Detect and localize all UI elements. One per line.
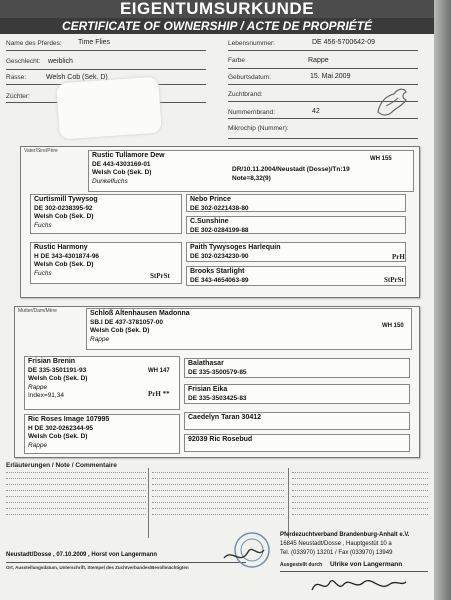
divider bbox=[228, 68, 418, 69]
dss-name: Balathasar bbox=[188, 360, 224, 367]
horse-sex: weiblich bbox=[48, 58, 73, 65]
horse-dob: 15. Mai 2009 bbox=[310, 73, 351, 80]
dam-name: Schloß Altenhausen Madonna bbox=[90, 310, 190, 317]
org-name: Pferdezuchtverband Brandenburg-Anhalt e.V. bbox=[280, 532, 410, 538]
horse-breed: Welsh Cob (Sek. D) bbox=[46, 74, 108, 81]
dds-name: Caedelyn Taran 30412 bbox=[188, 414, 262, 421]
org-phone: Tel. (033970) 13201 / Fax (033970) 13949 bbox=[280, 550, 393, 556]
dam-sire-sire-box bbox=[184, 358, 410, 378]
dss-reg: DE 335-3500579-85 bbox=[188, 368, 247, 376]
dam-reg: SB.I DE 437-3781057-00 bbox=[90, 318, 163, 326]
ss-breed: Welsh Cob (Sek. D) bbox=[34, 213, 94, 220]
microchip-label: Mikrochip (Nummer): bbox=[228, 125, 289, 132]
sire-dam-sire-box bbox=[186, 242, 406, 262]
divider bbox=[148, 468, 149, 538]
sdd-mark: StPrSt bbox=[384, 276, 404, 284]
ueln-label: Lebensnummer: bbox=[228, 40, 275, 47]
issued-by-name: Ulrike von Langermann bbox=[330, 561, 403, 568]
horse-name-label: Name des Pferdes: bbox=[6, 40, 62, 47]
ds-height: WH 147 bbox=[148, 368, 170, 374]
sds-name: Paith Tywysoges Harlequin bbox=[190, 244, 281, 251]
document-subtitle: CERTIFICATE OF OWNERSHIP / ACTE DE PROPRIÉTÉ bbox=[0, 18, 434, 34]
signature-caption: Ort, Ausstellungsdatum, Unterschrift, Stempel des Zuchtverbandes/Bevollmächtigten bbox=[6, 565, 189, 570]
divider bbox=[6, 69, 206, 70]
dd-name: Ric Roses Image 107995 bbox=[28, 416, 110, 423]
divider bbox=[228, 50, 418, 51]
color-label: Farbe bbox=[228, 57, 245, 64]
sex-label: Geschlecht: bbox=[6, 58, 41, 65]
dsd-reg: DE 335-3503425-83 bbox=[188, 394, 247, 402]
sd-breed: Welsh Cob (Sek. D) bbox=[34, 261, 94, 268]
dam-breed: Welsh Cob (Sek. D) bbox=[90, 327, 150, 334]
ss-name: Curtismill Tywysog bbox=[34, 196, 98, 203]
sd-color: Fuchs bbox=[34, 269, 52, 277]
divider bbox=[6, 50, 206, 51]
ds-mark: PrH ** bbox=[148, 390, 170, 398]
ds-name: Frisian Brenin bbox=[28, 358, 76, 365]
dam-color: Rappe bbox=[90, 335, 110, 343]
dam-dam-box bbox=[24, 414, 180, 454]
sire-note: Note=8,32(9) bbox=[232, 175, 271, 182]
sire-sire-box bbox=[30, 194, 182, 234]
sdd-reg: DE 343-4654063-89 bbox=[190, 276, 249, 284]
sire-section-label: Vater/Sire/Père bbox=[24, 148, 58, 154]
brand-mark-icon bbox=[372, 82, 412, 122]
ddd-name: 92039 Ric Rosebud bbox=[188, 436, 253, 443]
studbook-label: Zuchtbrand: bbox=[228, 91, 263, 98]
dam-sire-box bbox=[24, 356, 180, 410]
sire-height: WH 155 bbox=[370, 156, 392, 162]
dam-dam-sire-box bbox=[184, 412, 410, 430]
issuer-signature bbox=[308, 572, 408, 596]
sdd-name: Brooks Starlight bbox=[190, 268, 245, 275]
sire-name: Rustic Tullamore Dew bbox=[92, 152, 165, 159]
horse-ueln: DE 456-5700642-09 bbox=[312, 39, 376, 46]
dam-dam-dam-box bbox=[184, 434, 410, 452]
ss-color: Fuchs bbox=[34, 221, 52, 229]
divider bbox=[228, 138, 418, 139]
ssd-name: C.Sunshine bbox=[190, 218, 229, 225]
sds-reg: DE 302-0234230-90 bbox=[190, 252, 249, 260]
sire-sire-sire-box bbox=[186, 194, 406, 212]
table-edge bbox=[434, 0, 451, 600]
ss-reg: DE 302-0238395-92 bbox=[34, 204, 93, 212]
dam-section-label: Mutter/Dam/Mère bbox=[18, 308, 57, 314]
sire-breed: Welsh Cob (Sek. D) bbox=[92, 169, 152, 176]
ds-color: Rappe bbox=[28, 383, 48, 391]
notes-fine-print-en bbox=[152, 472, 284, 520]
dd-color: Rappe bbox=[28, 441, 48, 449]
sire-reg: DE 443-4303169-01 bbox=[92, 160, 151, 168]
sire-performance: DR/10.11.2004/Neustadt (Dosse)/Tn:19 bbox=[232, 166, 350, 173]
notes-label: Erläuterungen / Note / Commentaire bbox=[6, 462, 117, 469]
sd-reg: H DE 343-4301874-96 bbox=[34, 252, 100, 260]
dam-box bbox=[86, 308, 412, 350]
sire-sire-dam-box bbox=[186, 216, 406, 234]
sss-reg: DE 302-0221438-80 bbox=[190, 204, 249, 212]
document-title: EIGENTUMSURKUNDE bbox=[0, 0, 434, 18]
ssd-reg: DE 302-0284199-88 bbox=[190, 226, 249, 234]
sire-dam-dam-box bbox=[186, 266, 406, 286]
divider bbox=[288, 468, 289, 538]
place-date: Neustadt/Dosse , 07.10.2009 , Horst von Langermann bbox=[6, 552, 158, 558]
ds-reg: DE 335-3501191-93 bbox=[28, 366, 87, 374]
notes-fine-print-de bbox=[6, 472, 146, 520]
horse-brand: 42 bbox=[312, 108, 320, 115]
breeder-label: Züchter: bbox=[6, 93, 30, 100]
dam-height: WH 150 bbox=[382, 323, 404, 329]
ds-index: Index=91,34 bbox=[28, 392, 64, 399]
sd-name: Rustic Harmony bbox=[34, 244, 88, 251]
ds-breed: Welsh Cob (Sek. D) bbox=[28, 375, 88, 382]
dd-breed: Welsh Cob (Sek. D) bbox=[28, 433, 88, 440]
dam-sire-dam-box bbox=[184, 384, 410, 404]
dsd-name: Frisian Eika bbox=[188, 386, 228, 393]
brand-label: Nummernbrand: bbox=[228, 109, 275, 116]
sire-color: Dunkelfuchs bbox=[92, 177, 128, 185]
adhesive-patch bbox=[56, 77, 162, 140]
sd-mark: StPrSt bbox=[150, 272, 170, 280]
sss-name: Nebo Prince bbox=[190, 196, 231, 203]
official-stamp bbox=[222, 528, 280, 572]
issued-by-label: Ausgestellt durch bbox=[280, 562, 323, 568]
breed-label: Rasse: bbox=[6, 74, 27, 81]
notes-fine-print-fr bbox=[292, 472, 428, 520]
horse-color: Rappe bbox=[308, 57, 329, 64]
dob-label: Geburtsdatum: bbox=[228, 74, 271, 81]
org-address: 16845 Neustadt/Dosse , Hauptgestüt 10 a bbox=[280, 541, 392, 547]
sds-mark: PrH bbox=[392, 253, 405, 261]
divider bbox=[6, 562, 246, 563]
horse-name: Time Flies bbox=[78, 39, 111, 46]
dd-reg: H DE 302-0262344-95 bbox=[28, 424, 94, 432]
